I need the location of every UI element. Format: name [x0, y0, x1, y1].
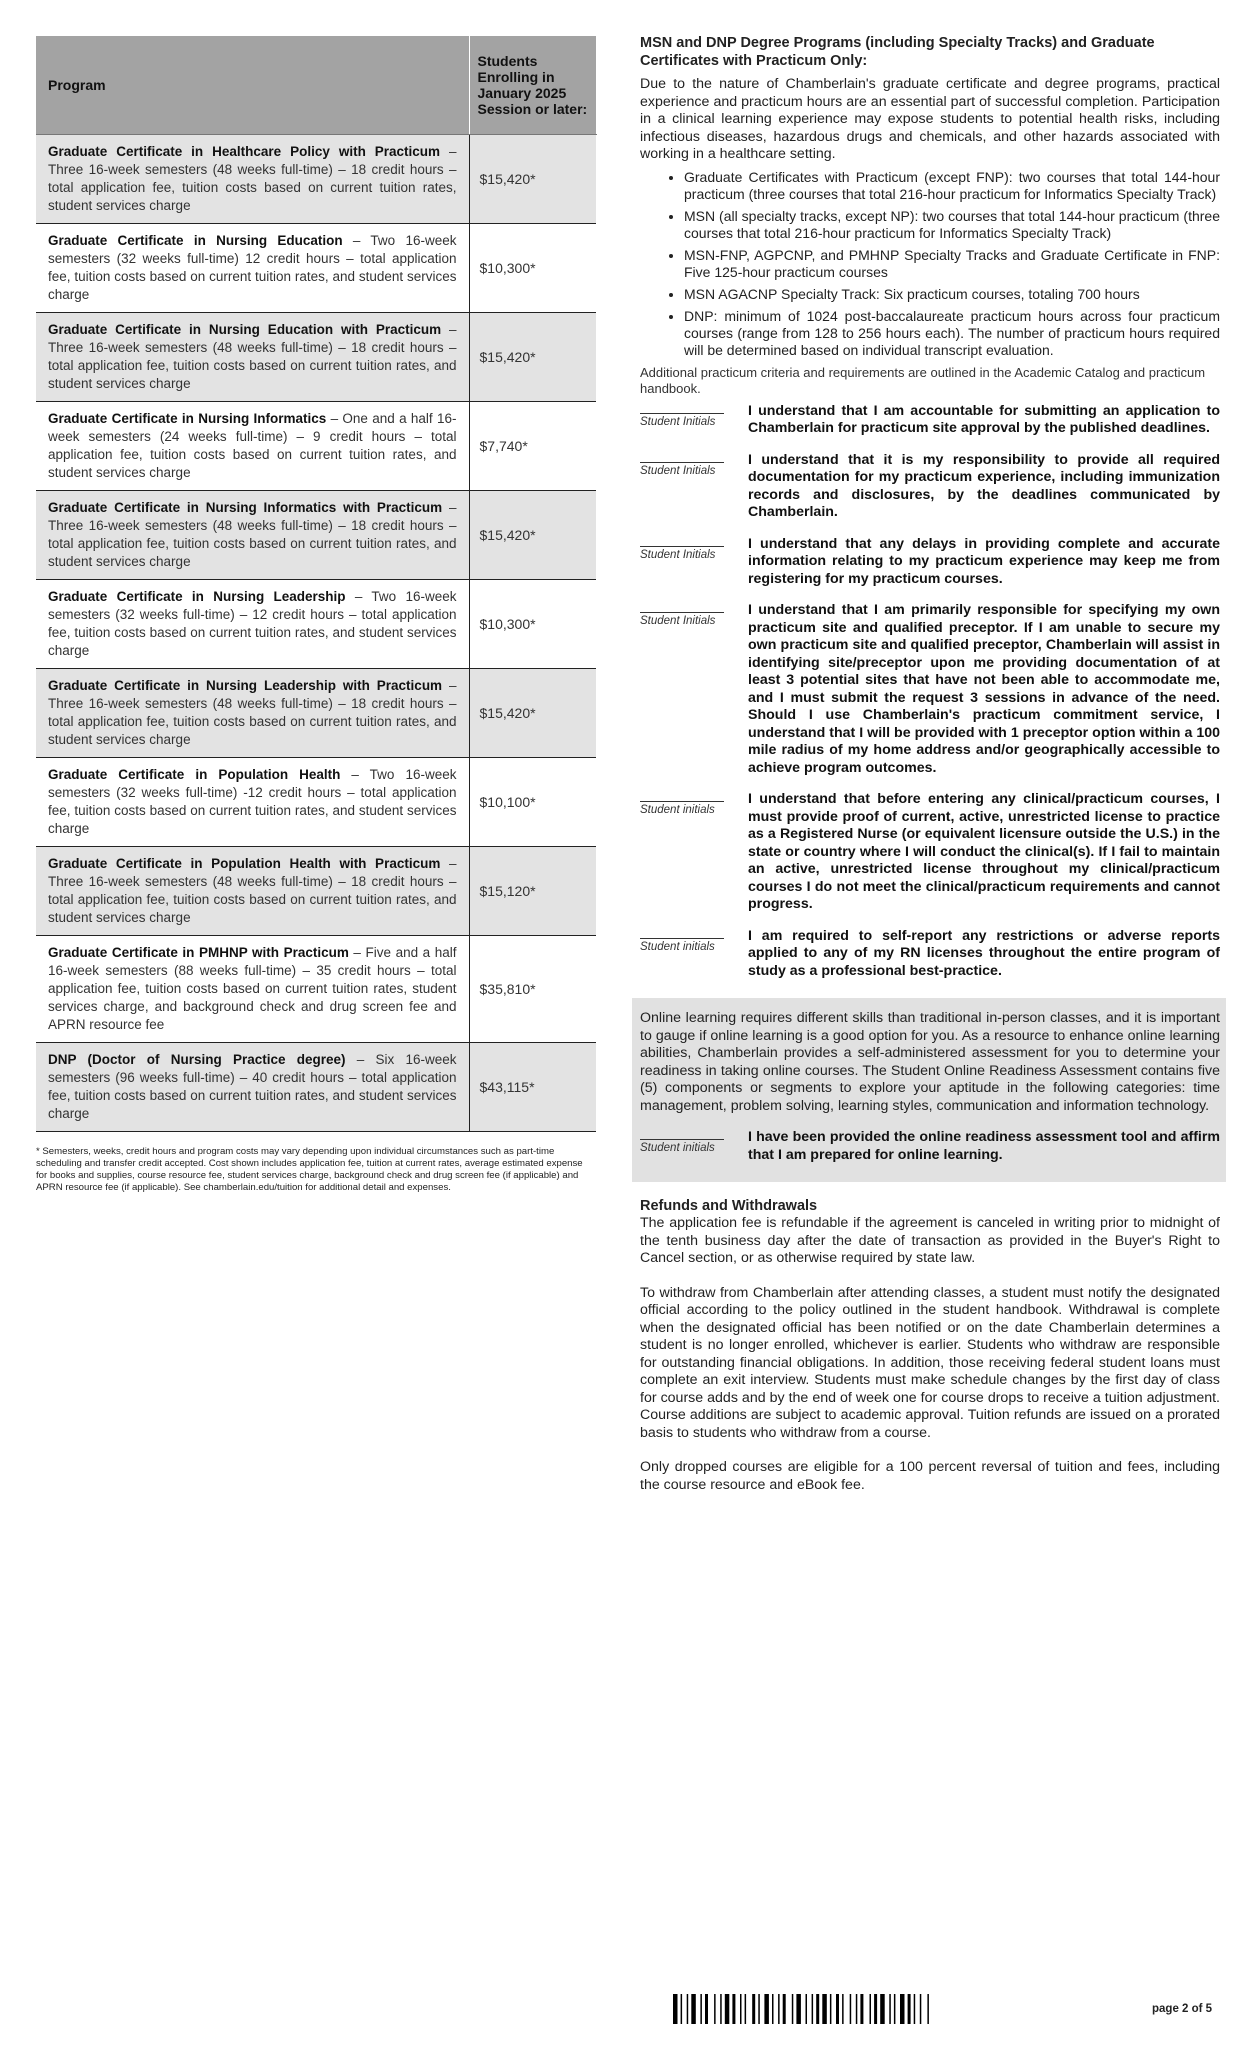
program-description-cell [36, 402, 469, 491]
policies-section [640, 34, 1220, 1494]
program-detail: – Six 16-week semesters (96 weeks full-time) – 40 credit hours – total application fee, tuition costs based on current tuition rates, and student services charge [48, 1052, 457, 1121]
initials-line[interactable] [640, 1129, 724, 1140]
program-cost-cell: $15,420* [469, 135, 596, 224]
program-name: DNP (Doctor of Nursing Practice degree) [48, 1052, 346, 1067]
online-readiness-box [632, 998, 1226, 1182]
program-name: Graduate Certificate in Nursing Education with Practicum [48, 322, 442, 337]
program-cost-cell: $10,300* [469, 580, 596, 669]
table-row [36, 580, 596, 669]
initials-label: Student initials [640, 940, 715, 953]
program-detail: – Three 16-week semesters (48 weeks full-time) – 18 credit hours – total application fee, tuition costs based on current tuition rates, and student services charge [48, 856, 457, 925]
initials-line[interactable] [640, 536, 724, 547]
practicum-additional-note: Additional practicum criteria and requirements are outlined in the Academic Catalog and practicum handbook. [640, 364, 1206, 396]
initials-block [640, 1129, 748, 1154]
acknowledgement-item [640, 791, 1220, 914]
program-name: Graduate Certificate in Population Health with Practicum [48, 856, 441, 871]
table-header-row [36, 36, 596, 135]
program-cost-cell: $10,300* [469, 224, 596, 313]
table-row [36, 135, 596, 224]
program-description-cell [36, 224, 469, 313]
initials-line[interactable] [640, 452, 724, 463]
initials-label: Student initials [640, 804, 715, 816]
initials-label: Student Initials [640, 548, 716, 561]
program-cost-cell: $15,420* [469, 313, 596, 402]
practicum-hours-list [640, 169, 1220, 359]
initials-line[interactable] [640, 791, 724, 802]
refunds-heading: Refunds and Withdrawals [640, 1198, 818, 1214]
program-name: Graduate Certificate in Population Health [48, 767, 341, 782]
program-cost-cell: $10,100* [469, 758, 596, 847]
initials-block [640, 602, 748, 627]
program-name: Graduate Certificate in Healthcare Policy with Practicum [48, 144, 441, 159]
table-row [36, 669, 596, 758]
program-detail: – Three 16-week semesters (48 weeks full-time) – 18 credit hours – total application fee, tuition costs based on current tuition rates, student services charge [48, 144, 457, 213]
acknowledgement-item [640, 403, 1220, 438]
initials-line[interactable] [640, 602, 724, 613]
tuition-section [36, 36, 596, 1194]
program-name: Graduate Certificate in Nursing Leadership with Practicum [48, 678, 443, 693]
program-description-cell [36, 135, 469, 224]
initials-line[interactable] [640, 928, 724, 939]
program-name: Graduate Certificate in PMHNP with Practicum [48, 945, 349, 960]
acknowledgement-statement: I understand that I am accountable for submitting an application to Chamberlain for practicum site approval by the published deadlines. [748, 402, 1220, 436]
initials-block [640, 403, 748, 428]
tuition-table [36, 36, 597, 1132]
program-detail: – Three 16-week semesters (48 weeks full-time) – 18 credit hours – total application fee, tuition costs based on current tuition rates, and student services charge [48, 500, 457, 569]
cost-column-header: Students Enrolling in January 2025 Session or later: [469, 36, 596, 135]
program-column-header: Program [36, 36, 469, 135]
program-detail: – Two 16-week semesters (32 weeks full-time) 12 credit hours – total application fee, tuition costs based on current tuition rates, and student services charge [48, 233, 457, 302]
table-row [36, 491, 596, 580]
acknowledgement-item [640, 928, 1220, 981]
acknowledgement-statement: I am required to self-report any restrictions or adverse reports applied to any of my RN licenses throughout the entire program of study as a professional best-practice. [748, 927, 1220, 979]
program-description-cell [36, 1043, 469, 1132]
program-name: Graduate Certificate in Nursing Informatics [48, 411, 327, 426]
practicum-bullet: • DNP: minimum of 1024 post-baccalaureate practicum hours across four practicum courses (range from 128 to 256 hours each). The number of practicum hours required will be determined based on individual transcript evaluation. [684, 308, 1220, 359]
practicum-bullet: • MSN AGACNP Specialty Track: Six practicum courses, totaling 700 hours [684, 286, 1220, 303]
table-row [36, 402, 596, 491]
refunds-paragraph-1: The application fee is refundable if the agreement is canceled in writing prior to midnight of the tenth business day after the date of transaction as provided in the Buyer's Right to Cancel section, or as otherwise required by state law. [640, 1215, 1220, 1266]
program-cost-cell: $15,420* [469, 669, 596, 758]
program-name: Graduate Certificate in Nursing Education [48, 233, 343, 248]
program-description-cell [36, 580, 469, 669]
acknowledgement-item [640, 602, 1220, 777]
table-row [36, 313, 596, 402]
refunds-paragraph-2: To withdraw from Chamberlain after attending classes, a student must notify the designated official according to the policy outlined in the student handbook. Withdrawal is complete when the designated official has been notified or on the date Chamberlain determines a student is no longer enrolled, whichever is earlier. Students who withdraw are responsible for outstanding financial obligations. In addition, those receiving federal student loans must complete an exit interview. Students must make schedule changes by the first day of class for course adds and by the end of week one for course drops to receive a tuition adjustment. Course additions are subject to academic approval. Tuition refunds are issued on a prorated basis to students who withdraw from a course. [640, 1284, 1220, 1441]
program-detail: – Two 16-week semesters (32 weeks full-time) – 12 credit hours – total application fee, tuition costs based on current tuition rates, and student services charge [48, 589, 457, 658]
online-readiness-text: Online learning requires different skills than traditional in-person classes, and it is important to gauge if online learning is a good option for you. As a resource to enhance online learning abilities, Chamberlain provides a self-administered assessment for you to determine your readiness in taking online courses. The Student Online Readiness Assessment contains five (5) components or segments to explore your aptitude in the following categories: time management, problem solving, learning styles, communication and information technology. [640, 1010, 1220, 1114]
program-cost-cell: $15,420* [469, 491, 596, 580]
program-cost-cell: $7,740* [469, 402, 596, 491]
practicum-intro: Due to the nature of Chamberlain's graduate certificate and degree programs, practical experience and practicum hours are an essential part of successful completion. Participation in a clinical learning experience may expose students to potential health risks, including infectious diseases, hazardous drugs and chemicals, and other hazards associated with working in a healthcare setting. [640, 76, 1220, 162]
program-cost-cell: $35,810* [469, 936, 596, 1043]
initials-block [640, 791, 748, 816]
program-detail: – Two 16-week semesters (32 weeks full-time) -12 credit hours – total application fee, tuition costs based on current tuition rates, and student services charge [48, 767, 457, 836]
barcode-icon [673, 1994, 978, 2024]
table-row [36, 1043, 596, 1132]
acknowledgement-list [640, 403, 1220, 981]
program-description-cell [36, 491, 469, 580]
acknowledgement-statement: I understand that it is my responsibility to provide all required documentation for my practicum experience, including immunization records and disclosures, by the deadlines communicated by Chamberlain. [748, 451, 1220, 520]
acknowledgement-statement: I understand that I am primarily responsible for specifying my own practicum site and qualified preceptor. If I am unable to secure my own practicum site and qualified preceptor, Chamberlain will assist in identifying site/preceptor upon me providing documentation of at least 3 potential sites that have not been able to accommodate me, and I must submit the request 3 sessions in advance of the need. Should I use Chamberlain's practicum commitment service, I understand that I will be provided with 1 preceptor option within a 100 mile radius of my home address and/or geographically accessible to achieve program outcomes. [748, 602, 1220, 776]
program-name: Graduate Certificate in Nursing Informatics with Practicum [48, 500, 443, 515]
program-detail: – One and a half 16-week semesters (24 weeks full-time) – 9 credit hours – total application fee, tuition costs based on current tuition rates, and student services charge [48, 411, 457, 480]
practicum-bullet: • MSN-FNP, AGPCNP, and PMHNP Specialty Tracks and Graduate Certificate in FNP: Five 125-hour practicum courses [684, 247, 1220, 281]
initials-label: Student initials [640, 1142, 715, 1154]
page-number: page 2 of 5 [1152, 2003, 1213, 2015]
program-cost-cell: $15,120* [469, 847, 596, 936]
practicum-bullet: • MSN (all specialty tracks, except NP): two courses that total 144-hour practicum (three courses that total 216-hour practicum for Informatics Specialty Track) [684, 208, 1220, 242]
program-description-cell [36, 669, 469, 758]
program-description-cell [36, 313, 469, 402]
practicum-bullet: • Graduate Certificates with Practicum (except FNP): two courses that total 144-hour practicum (three courses that total 216-hour practicum for Informatics Specialty Track) [684, 169, 1220, 203]
initials-label: Student Initials [640, 615, 716, 627]
acknowledgement-statement: I understand that before entering any clinical/practicum courses, I must provide proof of current, active, unrestricted license to practice as a Registered Nurse (or equivalent licensure outside the U.S.) in the state or country where I will conduct the clinical(s). If I fail to maintain an active, unrestricted license throughout my clinical/practicum courses I do not meet the clinical/practicum requirements and cannot progress. [748, 791, 1220, 912]
program-detail: – Three 16-week semesters (48 weeks full-time) – 18 credit hours – total application fee, tuition costs based on current tuition rates, and student services charge [48, 322, 457, 391]
initials-label: Student Initials [640, 415, 716, 428]
initials-label: Student Initials [640, 464, 716, 477]
program-detail: – Five and a half 16-week semesters (88 weeks full-time) – 35 credit hours – total application fee, tuition costs based on current tuition rates, student services charge, and background check and drug screen fee and APRN resource fee [48, 945, 457, 1032]
program-name: Graduate Certificate in Nursing Leadership [48, 589, 346, 604]
acknowledgement-item [640, 536, 1220, 589]
readiness-acknowledgement [640, 1129, 1220, 1164]
program-description-cell [36, 758, 469, 847]
program-description-cell [36, 936, 469, 1043]
acknowledgement-statement: I understand that any delays in providing complete and accurate information relating to my practicum experience may keep me from registering for my practicum courses. [748, 535, 1220, 587]
table-row [36, 936, 596, 1043]
initials-block [640, 928, 748, 953]
acknowledgement-statement: I have been provided the online readiness assessment tool and affirm that I am prepared for online learning. [748, 1129, 1220, 1163]
initials-block [640, 452, 748, 477]
initials-block [640, 536, 748, 561]
initials-line[interactable] [640, 403, 724, 414]
program-detail: – Three 16-week semesters (48 weeks full-time) – 18 credit hours – total application fee, tuition costs based on current tuition rates, and student services charge [48, 678, 457, 747]
tuition-table-body [36, 135, 596, 1132]
program-cost-cell: $43,115* [469, 1043, 596, 1132]
acknowledgement-item [640, 452, 1220, 522]
table-row [36, 847, 596, 936]
practicum-heading: MSN and DNP Degree Programs (including Specialty Tracks) and Graduate Certificates with Practicum Only: [640, 35, 1155, 69]
program-description-cell [36, 847, 469, 936]
table-row [36, 224, 596, 313]
table-row [36, 758, 596, 847]
tuition-footnote: * Semesters, weeks, credit hours and program costs may vary depending upon individual circumstances such as part-time scheduling and transfer credit accepted. Cost shown includes application fee, tuition at current rates, average estimated expense for books and supplies, course resource fee, student services charge, background check and drug screen fee (if applicable) and APRN resource fee (if applicable). See chamberlain.edu/tuition for additional detail and expenses. [36, 1146, 583, 1193]
refunds-paragraph-3: Only dropped courses are eligible for a 100 percent reversal of tuition and fees, including the course resource and eBook fee. [640, 1459, 1220, 1493]
